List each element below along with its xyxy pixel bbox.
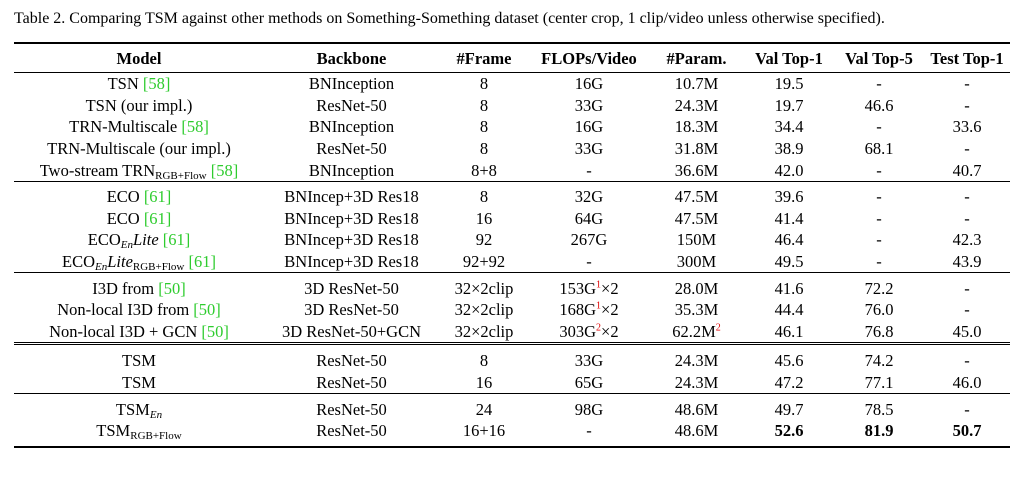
param-value: 24.3M bbox=[674, 351, 719, 371]
val-top5-cell: 68.1 bbox=[864, 139, 894, 159]
table-row bbox=[14, 344, 1010, 372]
frame-cell: 16 bbox=[475, 373, 493, 393]
val-top5-cell: - bbox=[876, 74, 882, 94]
val-top5-cell: - bbox=[876, 230, 882, 250]
flops-cell bbox=[529, 394, 649, 420]
param-cell bbox=[649, 420, 744, 447]
table-row bbox=[14, 372, 1010, 394]
model-name: Non-local I3D + GCN bbox=[49, 321, 198, 341]
frame-cell: 8 bbox=[479, 95, 489, 115]
param-cell bbox=[649, 394, 744, 420]
model-cell bbox=[14, 181, 264, 207]
model-name: TRN-Multiscale (our impl.) bbox=[47, 139, 231, 159]
model-cell bbox=[14, 251, 264, 273]
test-top1-cell: 33.6 bbox=[952, 117, 982, 137]
flops-value: 267G bbox=[570, 230, 608, 250]
flops-value: 153G bbox=[559, 278, 597, 298]
model-name: ECO bbox=[106, 208, 140, 228]
param-cell bbox=[649, 251, 744, 273]
frame-cell: 92 bbox=[475, 230, 493, 250]
flops-value: - bbox=[586, 252, 592, 272]
val-top1-cell: 38.9 bbox=[774, 139, 804, 159]
val-top1-cell: 45.6 bbox=[744, 344, 834, 372]
val-top5-cell: 74.2 bbox=[834, 344, 924, 372]
param-value: 300M bbox=[676, 252, 717, 272]
flops-cell bbox=[529, 181, 649, 207]
column-header: Val Top-5 bbox=[834, 43, 924, 73]
val-top1-cell: 44.4 bbox=[774, 300, 804, 320]
flops-cell bbox=[529, 116, 649, 138]
model-name: ECO bbox=[87, 230, 121, 250]
param-value: 62.2M bbox=[672, 321, 716, 341]
test-top1-cell: 50.7 bbox=[924, 420, 1010, 447]
frame-cell: 8 bbox=[479, 117, 489, 137]
model-cell bbox=[14, 208, 264, 230]
frame-cell: 8 bbox=[439, 344, 529, 372]
param-cell bbox=[649, 116, 744, 138]
flops-value: 32G bbox=[574, 187, 604, 207]
test-top1-cell: 43.9 bbox=[952, 252, 982, 272]
val-top5-cell: - bbox=[876, 208, 882, 228]
param-cell bbox=[649, 372, 744, 394]
frame-cell: 32×2clip bbox=[454, 321, 514, 341]
footnote-mark: 1 bbox=[596, 279, 602, 291]
model-subscript: En bbox=[120, 239, 133, 252]
table-row bbox=[14, 394, 1010, 420]
table-row bbox=[14, 251, 1010, 273]
citation-link: [61] bbox=[188, 252, 216, 272]
val-top5-cell: 76.0 bbox=[864, 300, 894, 320]
model-cell bbox=[14, 299, 264, 321]
backbone-cell: 3D ResNet-50+GCN bbox=[281, 321, 421, 341]
model-subscript: En bbox=[95, 261, 108, 274]
table-row bbox=[14, 138, 1010, 160]
model-cell bbox=[14, 116, 264, 138]
backbone-cell: BNInception bbox=[308, 74, 395, 94]
flops-cell bbox=[529, 372, 649, 394]
frame-cell: 92+92 bbox=[462, 252, 506, 272]
param-value: 47.5M bbox=[674, 208, 719, 228]
flops-multiplier: ×2 bbox=[601, 321, 619, 341]
backbone-cell: BNIncep+3D Res18 bbox=[284, 252, 419, 272]
footnote-mark: 2 bbox=[715, 322, 721, 334]
test-top1-cell: 40.7 bbox=[952, 160, 982, 180]
val-top1-cell: 47.2 bbox=[774, 373, 804, 393]
flops-cell bbox=[529, 208, 649, 230]
val-top1-cell: 49.7 bbox=[744, 394, 834, 420]
test-top1-cell: - bbox=[924, 394, 1010, 420]
column-header: Model bbox=[14, 43, 264, 73]
model-name: ECO bbox=[106, 187, 140, 207]
model-name: Two-stream TRN bbox=[39, 160, 156, 180]
test-top1-cell: - bbox=[964, 95, 970, 115]
model-cell bbox=[14, 95, 264, 117]
model-cell bbox=[14, 159, 264, 181]
val-top1-cell: 46.4 bbox=[774, 230, 804, 250]
frame-cell: 32×2clip bbox=[439, 273, 529, 299]
test-top1-cell: - bbox=[964, 208, 970, 228]
citation-link: [50] bbox=[201, 321, 229, 341]
backbone-cell: ResNet-50 bbox=[316, 373, 387, 393]
param-cell bbox=[649, 159, 744, 181]
backbone-cell: BNIncep+3D Res18 bbox=[264, 181, 439, 207]
val-top5-cell: - bbox=[876, 160, 882, 180]
backbone-cell: 3D ResNet-50 bbox=[304, 300, 399, 320]
model-name: TSN (our impl.) bbox=[85, 95, 193, 115]
model-name: TSM bbox=[122, 351, 156, 371]
model-subscript: RGB+Flow bbox=[130, 430, 182, 443]
val-top5-cell: - bbox=[876, 117, 882, 137]
model-name: TSM bbox=[96, 421, 131, 441]
model-name: ECO bbox=[62, 252, 95, 272]
backbone-cell: BNIncep+3D Res18 bbox=[284, 208, 419, 228]
model-cell bbox=[14, 420, 264, 447]
val-top1-cell: 52.6 bbox=[744, 420, 834, 447]
table-row bbox=[14, 273, 1010, 299]
param-cell bbox=[649, 95, 744, 117]
backbone-cell: BNInception bbox=[308, 117, 395, 137]
param-value: 24.3M bbox=[674, 373, 719, 393]
citation-link: [58] bbox=[210, 160, 239, 180]
column-header: #Param. bbox=[649, 43, 744, 73]
footnote-mark: 1 bbox=[596, 300, 602, 312]
model-suffix: Lite bbox=[132, 230, 159, 250]
param-cell bbox=[649, 344, 744, 372]
backbone-cell: ResNet-50 bbox=[316, 139, 387, 159]
frame-cell: 8 bbox=[479, 139, 489, 159]
flops-value: 168G bbox=[559, 300, 597, 320]
table-row bbox=[14, 208, 1010, 230]
model-name: TSM bbox=[122, 373, 156, 393]
model-subscript: En bbox=[149, 408, 163, 421]
citation-link: [61] bbox=[162, 230, 191, 250]
model-cell bbox=[14, 394, 264, 420]
param-value: 150M bbox=[676, 230, 717, 250]
footnote-mark: 2 bbox=[596, 322, 602, 334]
flops-cell bbox=[529, 420, 649, 447]
param-value: 48.6M bbox=[674, 421, 719, 441]
table-row bbox=[14, 159, 1010, 181]
model-cell bbox=[14, 344, 264, 372]
model-cell bbox=[14, 372, 264, 394]
param-value: 47.5M bbox=[674, 187, 719, 207]
param-cell bbox=[649, 138, 744, 160]
frame-cell: 8+8 bbox=[471, 160, 497, 180]
param-value: 24.3M bbox=[674, 95, 719, 115]
param-cell bbox=[649, 73, 744, 95]
table-row bbox=[14, 116, 1010, 138]
flops-value: 65G bbox=[574, 373, 604, 393]
flops-value: 303G bbox=[559, 321, 597, 341]
flops-cell bbox=[529, 273, 649, 299]
val-top5-cell: - bbox=[876, 252, 882, 272]
test-top1-cell: 42.3 bbox=[952, 230, 982, 250]
frame-cell: 24 bbox=[439, 394, 529, 420]
table-row bbox=[14, 299, 1010, 321]
model-cell bbox=[14, 73, 264, 95]
val-top5-cell: 46.6 bbox=[864, 95, 894, 115]
model-cell bbox=[14, 138, 264, 160]
table-row bbox=[14, 181, 1010, 207]
val-top1-cell: 19.7 bbox=[774, 95, 804, 115]
column-header: Test Top-1 bbox=[924, 43, 1010, 73]
citation-link: [61] bbox=[143, 208, 172, 228]
val-top5-cell: 72.2 bbox=[834, 273, 924, 299]
table-row bbox=[14, 420, 1010, 447]
model-name: TSM bbox=[115, 399, 150, 419]
param-value: 36.6M bbox=[674, 160, 719, 180]
flops-cell bbox=[529, 229, 649, 251]
flops-cell bbox=[529, 251, 649, 273]
param-cell bbox=[649, 229, 744, 251]
flops-multiplier: ×2 bbox=[601, 278, 619, 298]
param-cell bbox=[649, 208, 744, 230]
val-top1-cell: 46.1 bbox=[774, 321, 804, 341]
backbone-cell: 3D ResNet-50 bbox=[264, 273, 439, 299]
test-top1-cell: - bbox=[924, 273, 1010, 299]
citation-link: [50] bbox=[158, 278, 186, 298]
model-cell bbox=[14, 321, 264, 344]
table-row bbox=[14, 321, 1010, 344]
citation-link: [50] bbox=[193, 300, 221, 320]
param-value: 48.6M bbox=[674, 399, 719, 419]
val-top5-cell: 78.5 bbox=[834, 394, 924, 420]
param-value: 31.8M bbox=[674, 139, 719, 159]
val-top1-cell: 49.5 bbox=[774, 252, 804, 272]
val-top1-cell: 41.6 bbox=[744, 273, 834, 299]
frame-cell: 32×2clip bbox=[454, 300, 514, 320]
frame-cell: 8 bbox=[479, 74, 489, 94]
test-top1-cell: 46.0 bbox=[952, 373, 982, 393]
param-cell bbox=[649, 273, 744, 299]
flops-value: - bbox=[586, 421, 592, 441]
test-top1-cell: - bbox=[964, 139, 970, 159]
backbone-cell: ResNet-50 bbox=[316, 95, 387, 115]
backbone-cell: BNIncep+3D Res18 bbox=[284, 230, 419, 250]
table-row bbox=[14, 73, 1010, 95]
val-top5-cell: 77.1 bbox=[864, 373, 894, 393]
param-cell bbox=[649, 321, 744, 344]
table-row bbox=[14, 229, 1010, 251]
val-top5-cell: - bbox=[834, 181, 924, 207]
val-top1-cell: 39.6 bbox=[744, 181, 834, 207]
frame-cell: 16 bbox=[475, 208, 493, 228]
model-suffix: Lite bbox=[107, 252, 133, 272]
flops-value: 33G bbox=[574, 139, 604, 159]
flops-value: 16G bbox=[574, 74, 604, 94]
flops-cell bbox=[529, 159, 649, 181]
citation-link: [58] bbox=[181, 117, 209, 137]
flops-value: 98G bbox=[574, 399, 604, 419]
model-name: TSN bbox=[107, 74, 139, 94]
test-top1-cell: - bbox=[964, 300, 970, 320]
table-body bbox=[14, 73, 1010, 447]
column-header: Val Top-1 bbox=[744, 43, 834, 73]
param-cell bbox=[649, 181, 744, 207]
table-row bbox=[14, 95, 1010, 117]
column-header: FLOPs/Video bbox=[529, 43, 649, 73]
test-top1-cell: 45.0 bbox=[952, 321, 982, 341]
flops-cell bbox=[529, 299, 649, 321]
citation-link: [58] bbox=[142, 74, 171, 94]
model-name: TRN-Multiscale bbox=[69, 117, 178, 137]
flops-value: - bbox=[586, 160, 592, 180]
flops-cell bbox=[529, 344, 649, 372]
flops-multiplier: ×2 bbox=[601, 300, 619, 320]
val-top1-cell: 34.4 bbox=[774, 117, 804, 137]
model-cell bbox=[14, 229, 264, 251]
flops-cell bbox=[529, 73, 649, 95]
model-name: I3D from bbox=[92, 278, 155, 298]
param-value: 18.3M bbox=[674, 117, 719, 137]
table-header-row bbox=[14, 43, 1010, 73]
flops-value: 33G bbox=[574, 95, 604, 115]
backbone-cell: ResNet-50 bbox=[264, 344, 439, 372]
backbone-cell: ResNet-50 bbox=[264, 394, 439, 420]
param-value: 35.3M bbox=[674, 300, 719, 320]
test-top1-cell: - bbox=[924, 181, 1010, 207]
test-top1-cell: - bbox=[964, 74, 970, 94]
flops-cell bbox=[529, 321, 649, 344]
flops-value: 33G bbox=[574, 351, 604, 371]
comparison-table bbox=[14, 42, 1010, 448]
model-subscript: RGB+Flow bbox=[155, 169, 207, 182]
model-name: Non-local I3D from bbox=[57, 300, 190, 320]
param-value: 10.7M bbox=[674, 74, 719, 94]
flops-value: 64G bbox=[574, 208, 604, 228]
param-value: 28.0M bbox=[674, 278, 719, 298]
param-cell bbox=[649, 299, 744, 321]
table-caption: Table 2. Comparing TSM against other methods on Something-Something dataset (center crop, 1 clip/video unless otherwise specified). bbox=[14, 10, 885, 27]
val-top5-cell: 81.9 bbox=[834, 420, 924, 447]
flops-cell bbox=[529, 138, 649, 160]
citation-link: [61] bbox=[143, 187, 172, 207]
val-top1-cell: 19.5 bbox=[774, 74, 804, 94]
column-header: Backbone bbox=[264, 43, 439, 73]
model-cell bbox=[14, 273, 264, 299]
flops-value: 16G bbox=[574, 117, 604, 137]
column-header: #Frame bbox=[439, 43, 529, 73]
val-top1-cell: 41.4 bbox=[774, 208, 804, 228]
val-top1-cell: 42.0 bbox=[774, 160, 804, 180]
frame-cell: 16+16 bbox=[439, 420, 529, 447]
test-top1-cell: - bbox=[924, 344, 1010, 372]
flops-cell bbox=[529, 95, 649, 117]
backbone-cell: BNInception bbox=[308, 160, 395, 180]
model-subscript: RGB+Flow bbox=[132, 261, 185, 274]
backbone-cell: ResNet-50 bbox=[264, 420, 439, 447]
frame-cell: 8 bbox=[439, 181, 529, 207]
val-top5-cell: 76.8 bbox=[864, 321, 894, 341]
